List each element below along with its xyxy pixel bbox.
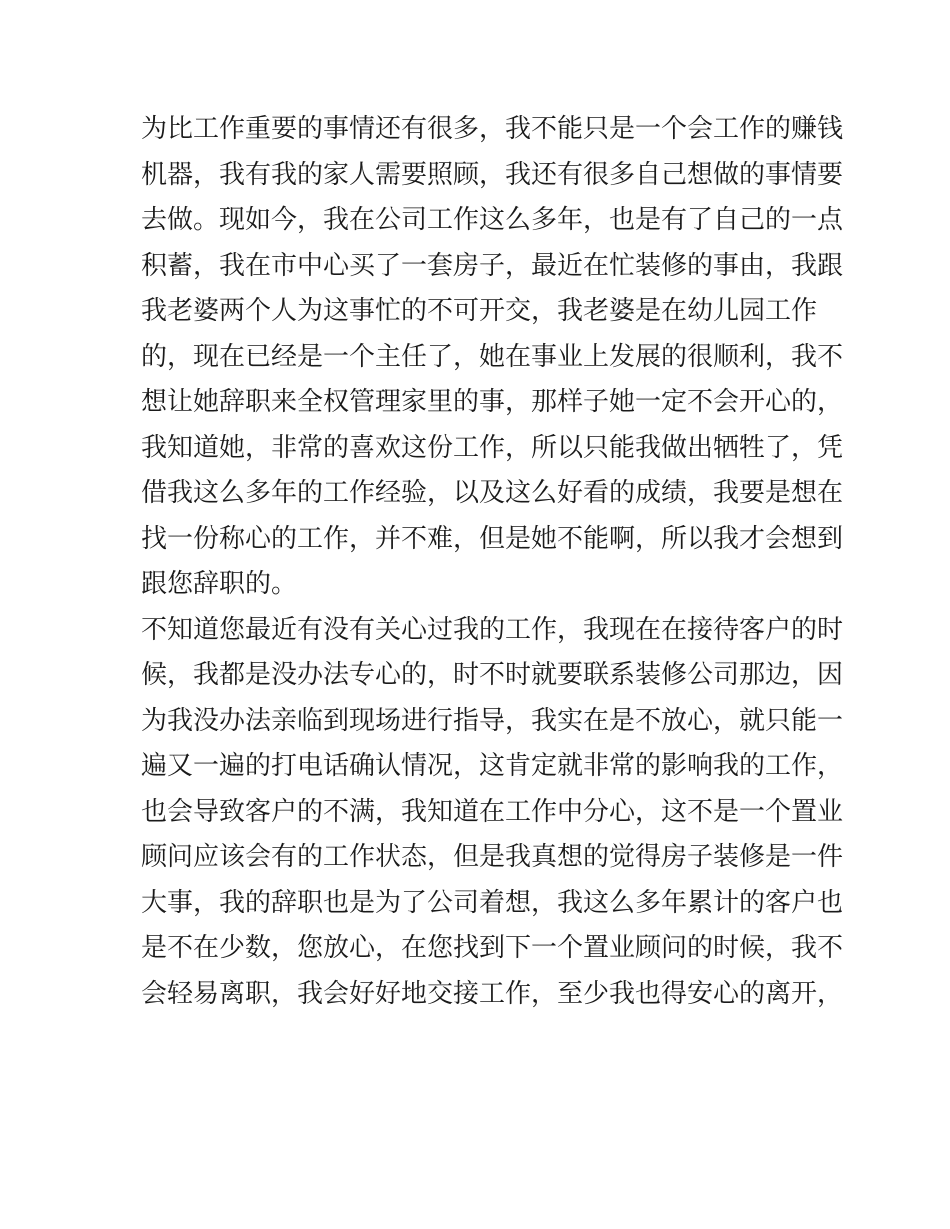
text-line: 顾问应该会有的工作状态，但是我真想的觉得房子装修是一件: [141, 842, 844, 872]
text-line: 借我这么多年的工作经验，以及这么好看的成绩，我要是想在: [141, 478, 844, 508]
text-line: 也会导致客户的不满，我知道在工作中分心，这不是一个置业: [141, 796, 844, 827]
text-line: 是不在少数，您放心，在您找到下一个置业顾问的时候，我不: [141, 933, 844, 963]
text-line: 机器，我有我的家人需要照顾，我还有很多自己想做的事情要: [141, 159, 844, 190]
text-line: 我知道她，非常的喜欢这份工作，所以只能我做出牺牲了，凭: [141, 432, 844, 463]
text-line: 我老婆两个人为这事忙的不可开交，我老婆是在幼儿园工作: [141, 296, 818, 326]
text-line: 跟您辞职的。: [141, 569, 298, 599]
text-line: 找一份称心的工作，并不难，但是她不能啊，所以我才会想到: [141, 523, 844, 554]
body-text: [141, 107, 844, 1017]
text-line: 为比工作重要的事情还有很多，我不能只是一个会工作的赚钱: [141, 114, 844, 144]
text-line: 为我没办法亲临到现场进行指导，我实在是不放心，就只能一: [141, 705, 844, 736]
text-line: 大事，我的辞职也是为了公司着想，我这么多年累计的客户也: [141, 887, 844, 918]
text-line: 去做。现如今，我在公司工作这么多年，也是有了自己的一点: [141, 205, 844, 235]
text-line: 不知道您最近有没有关心过我的工作，我现在在接待客户的时: [141, 614, 844, 645]
text-line: 会轻易离职，我会好好地交接工作，至少我也得安心的离开，: [141, 978, 844, 1009]
text-line: 遍又一遍的打电话确认情况，这肯定就非常的影响我的工作，: [141, 751, 844, 781]
text-line: 的，现在已经是一个主任了，她在事业上发展的很顺利，我不: [141, 341, 844, 372]
text-line: 想让她辞职来全权管理家里的事，那样子她一定不会开心的，: [141, 387, 844, 417]
text-line: 积蓄，我在市中心买了一套房子，最近在忙装修的事由，我跟: [141, 250, 844, 281]
text-line: 候，我都是没办法专心的，时不时就要联系装修公司那边，因: [141, 660, 844, 690]
